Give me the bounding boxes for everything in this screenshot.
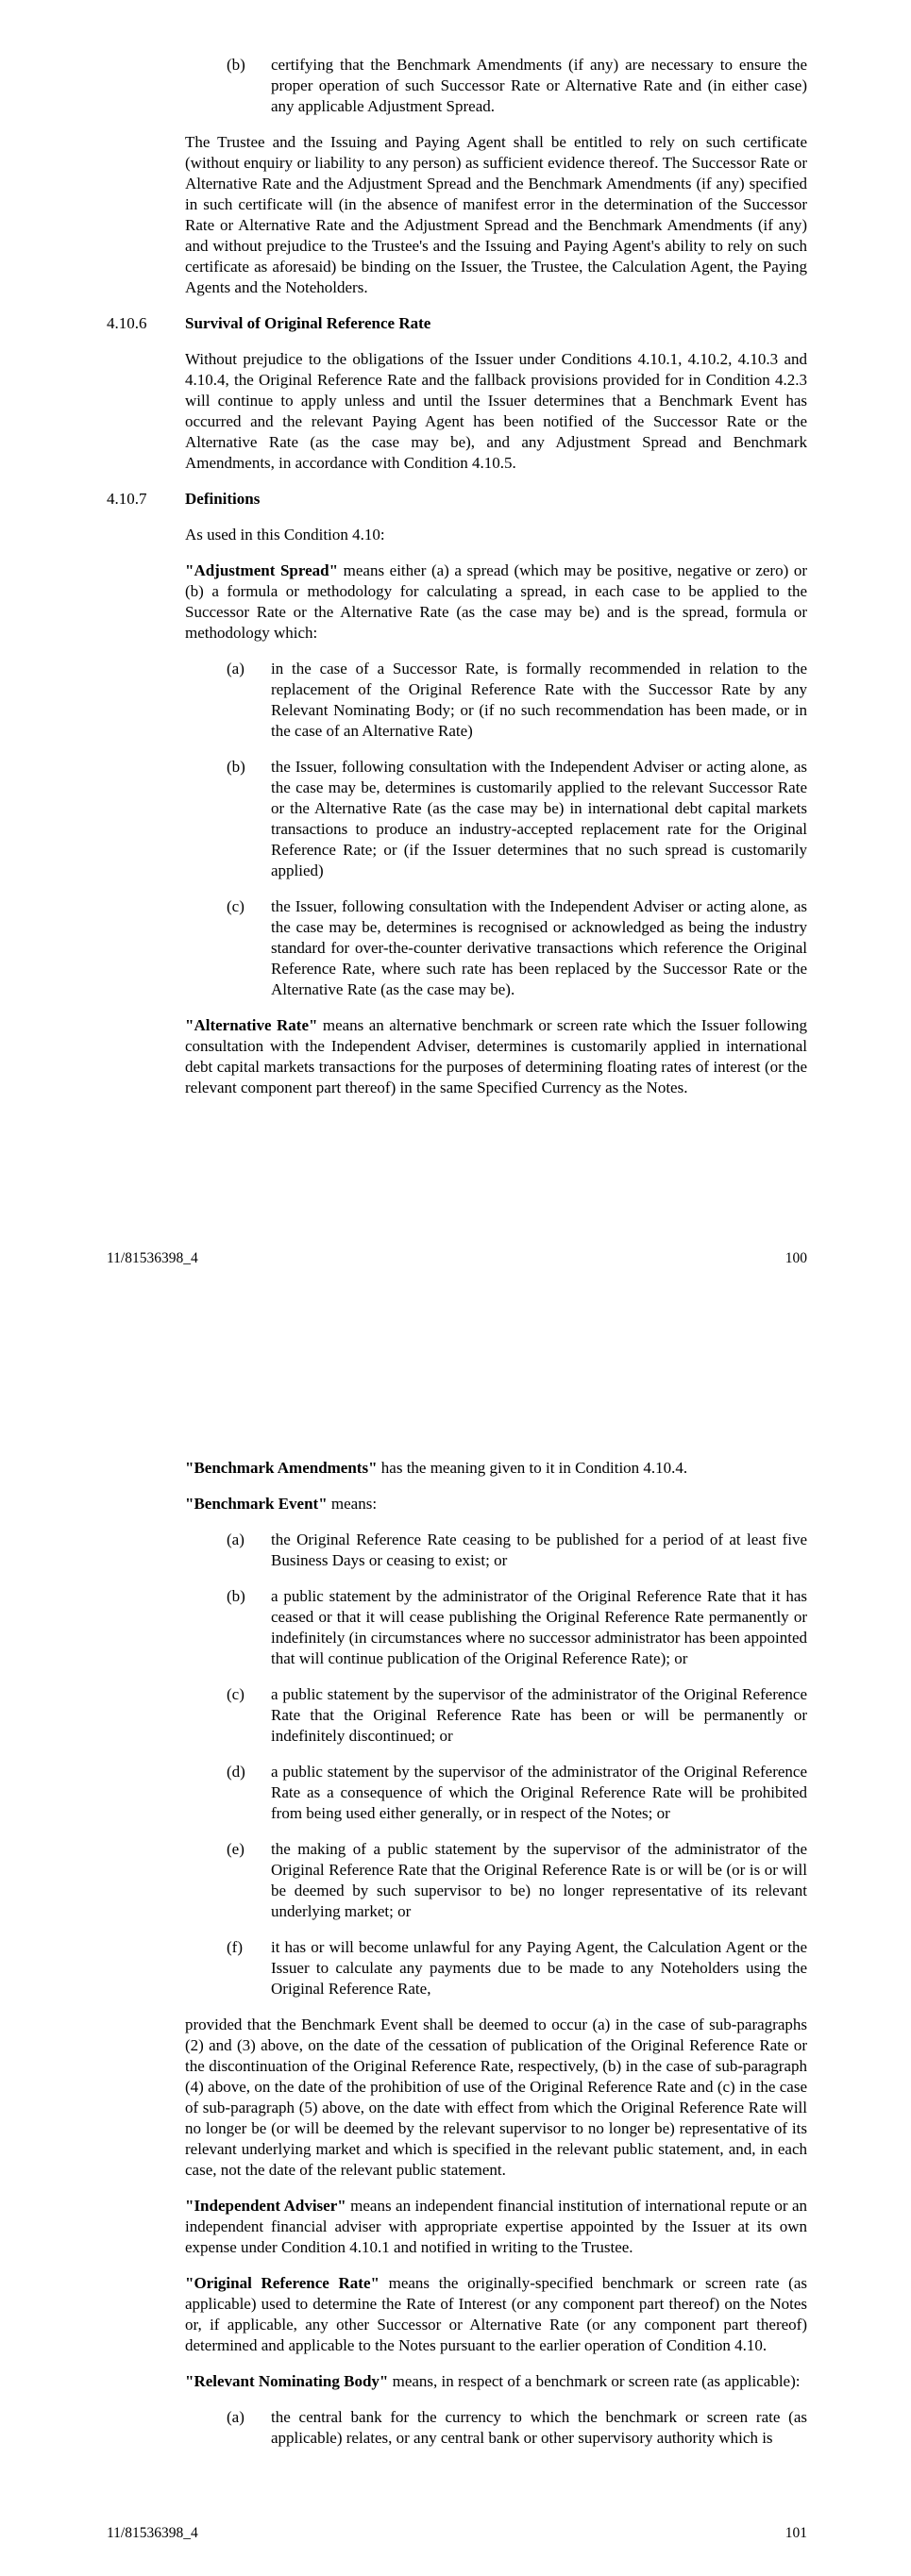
definition-text: means an independent financial institution of international repute or an independent financial adviser with appropriate expertise appointed by the Issuer at its own expense under Condition 4.10.1 and notified in writing to the Trustee.	[185, 2197, 807, 2256]
paragraph: provided that the Benchmark Event shall be deemed to occur (a) in the case of sub-paragraphs (2) and (3) above, on the date of the cessation of publication of the Original Reference Rate or the discontinuation of the Original Reference Rate, respectively, (b) in the case of sub-paragraph (4) above, on the date of the prohibition of use of the Original Reference Rate and (c) in the case of sub-paragraph (5) above, on the date with effect from which the Original Reference Rate will no longer be (or will be deemed by the relevant supervisor to no longer be) representative of its relevant underlying market and which is specified in the relevant public statement, and, in each case, not the date of the relevant public statement.	[185, 2016, 807, 2179]
definition-text: has the meaning given to it in Condition 4.10.4.	[377, 1459, 688, 1477]
defined-term: "Benchmark Event"	[185, 1495, 328, 1513]
list-item-text: the Issuer, following consultation with the Independent Adviser or acting alone, as the case may be, determines is customarily applied to the relevant Successor Rate or the Alternative Rate (as the case may be) in international debt capital markets transactions to produce an industry-accepted replacement rate for the Original Reference Rate; or (if the Issuer determines that no such spread is customarily applied)	[271, 758, 807, 879]
list-item-text: a public statement by the supervisor of the administrator of the Original Reference Rate that the Original Reference Rate has been or will be permanently or indefinitely discontinued; or	[271, 1685, 807, 1745]
list-item-text: in the case of a Successor Rate, is formally recommended in relation to the replacement of the Original Reference Rate with the Successor Rate by any Relevant Nominating Body; or (if no such recommendation has been made, or in the case of an Alternative Rate)	[271, 660, 807, 740]
list-item-text: the central bank for the currency to which the benchmark or screen rate (as applicable) relates, or any central bank or other supervisory authority which is	[271, 2408, 807, 2447]
section-title: Survival of Original Reference Rate	[185, 314, 431, 332]
list-item	[227, 659, 807, 742]
section-title: Definitions	[185, 490, 261, 508]
defined-term: "Relevant Nominating Body"	[185, 2372, 389, 2390]
section-heading	[107, 489, 807, 510]
list-item-text: it has or will become unlawful for any Paying Agent, the Calculation Agent or the Issuer to calculate any payments due to be made to any Noteholders using the Original Reference Rate,	[271, 1938, 807, 1998]
definition-paragraph	[185, 560, 807, 644]
list-item	[227, 757, 807, 881]
list-item-text: the making of a public statement by the supervisor of the administrator of the Original Reference Rate that the Original Reference Rate is or will be (or is or will be deemed by such supervisor to be) no longer representative of its relevant underlying market; or	[271, 1840, 807, 1920]
definition-text: means an alternative benchmark or screen rate which the Issuer following consultation with the Independent Adviser, determines is customarily applied in international debt capital markets transactions for the purposes of determining floating rates of interest (or the relevant component part thereof) in the same Specified Currency as the Notes.	[185, 1016, 807, 1096]
list-item	[227, 896, 807, 1000]
defined-term: "Original Reference Rate"	[185, 2274, 380, 2292]
page-footer	[107, 1249, 807, 1267]
definition-text: means, in respect of a benchmark or screen rate (as applicable):	[388, 2372, 801, 2390]
list-item	[227, 2407, 807, 2449]
paragraph: The Trustee and the Issuing and Paying Agent shall be entitled to rely on such certificate (without enquiry or liability to any person) as sufficient evidence thereof. The Successor Rate or Alternative Rate and the Adjustment Spread and the Benchmark Amendments (if any) specified in such certificate will (in the absence of manifest error in the determination of the Successor Rate or Alternative Rate and the Adjustment Spread and the Benchmark Amendments (if any) and without prejudice to the Trustee's and the Issuing and Paying Agent's ability to rely on such certificate as aforesaid) be binding on the Issuer, the Trustee, the Calculation Agent, the Paying Agents and the Noteholders.	[185, 133, 807, 296]
list-marker: (e)	[227, 1840, 245, 1858]
section-number: 4.10.7	[107, 490, 147, 508]
list-item	[227, 1530, 807, 1571]
list-marker: (a)	[227, 660, 245, 677]
list-marker: (b)	[227, 1587, 245, 1605]
list-item-text: certifying that the Benchmark Amendments (if any) are necessary to ensure the proper operation of such Successor Rate or Alternative Rate and (in either case) any applicable Adjustment Spread.	[271, 56, 807, 115]
page-100-content	[107, 55, 807, 1113]
list-marker: (a)	[227, 2408, 245, 2426]
page-number: 101	[784, 2525, 807, 2541]
definition-paragraph	[185, 2196, 807, 2258]
list-marker: (d)	[227, 1763, 245, 1781]
list-item-text: a public statement by the administrator of the Original Reference Rate that it has ceased or that it will cease publishing the Original Reference Rate permanently or indefinitely (in circumstances where no successor administrator has been appointed that will continue publication of the Original Reference Rate); or	[271, 1587, 807, 1667]
defined-term: "Benchmark Amendments"	[185, 1459, 378, 1477]
paragraph: As used in this Condition 4.10:	[185, 526, 385, 544]
list-marker: (c)	[227, 897, 245, 915]
list-item	[227, 1586, 807, 1669]
definition-text: means the originally-specified benchmark or screen rate (as applicable) used to determine the Rate of Interest (or any component part thereof) on the Notes or, if applicable, any other Successor or Alternative Rate (or any component part thereof) determined and applicable to the Notes pursuant to the earlier operation of Condition 4.10.	[185, 2274, 807, 2354]
defined-term: "Alternative Rate"	[185, 1016, 318, 1034]
list-item-text: the Issuer, following consultation with the Independent Adviser or acting alone, as the case may be, determines is recognised or acknowledged as being the industry standard for over-the-counter derivative transactions which reference the Original Reference Rate, where such rate has been replaced by the Successor Rate or the Alternative Rate (as the case may be).	[271, 897, 807, 998]
list-item	[227, 1937, 807, 1999]
list-item-text: the Original Reference Rate ceasing to be published for a period of at least five Business Days or ceasing to exist; or	[271, 1531, 807, 1569]
doc-reference: 11/81536398_4	[107, 1250, 198, 1266]
list-item-text: a public statement by the supervisor of the administrator of the Original Reference Rate as a consequence of which the Original Reference Rate will be prohibited from being used either generally, or in respect of the Notes; or	[271, 1763, 807, 1822]
list-item	[227, 1762, 807, 1824]
definition-paragraph	[185, 2273, 807, 2356]
definition-paragraph	[185, 1458, 807, 1479]
list-item	[227, 1839, 807, 1922]
section-number: 4.10.6	[107, 314, 147, 332]
definition-text: means either (a) a spread (which may be positive, negative or zero) or (b) a formula or methodology for calculating a spread, in each case to be applied to the Successor Rate or the Alternative Rate (as the case may be) and is the spread, formula or methodology which:	[185, 561, 807, 642]
definition-paragraph	[185, 2371, 807, 2392]
list-item	[227, 55, 807, 117]
defined-term: "Adjustment Spread"	[185, 561, 339, 579]
definition-paragraph	[185, 1015, 807, 1098]
list-marker: (b)	[227, 56, 245, 74]
list-item	[227, 1684, 807, 1747]
defined-term: "Independent Adviser"	[185, 2197, 346, 2215]
list-marker: (b)	[227, 758, 245, 776]
doc-reference: 11/81536398_4	[107, 2525, 198, 2541]
page-101-content	[107, 1458, 807, 2464]
list-marker: (a)	[227, 1531, 245, 1548]
page-footer	[107, 2524, 807, 2542]
definition-paragraph	[185, 1494, 807, 1514]
section-heading	[107, 313, 807, 334]
paragraph: Without prejudice to the obligations of the Issuer under Conditions 4.10.1, 4.10.2, 4.10.3 and 4.10.4, the Original Reference Rate and the fallback provisions provided for in Condition 4.2.3 will continue to apply unless and until the Issuer determines that a Benchmark Event has occurred and the relevant Paying Agent has been notified of the Successor Rate or the Alternative Rate (as the case may be), and any Adjustment Spread and Benchmark Amendments, in accordance with Condition 4.10.5.	[185, 350, 807, 472]
list-marker: (c)	[227, 1685, 245, 1703]
document-page-101	[0, 1288, 911, 2576]
list-marker: (f)	[227, 1938, 243, 1956]
definition-text: means:	[327, 1495, 378, 1513]
page-number: 100	[784, 1250, 807, 1266]
